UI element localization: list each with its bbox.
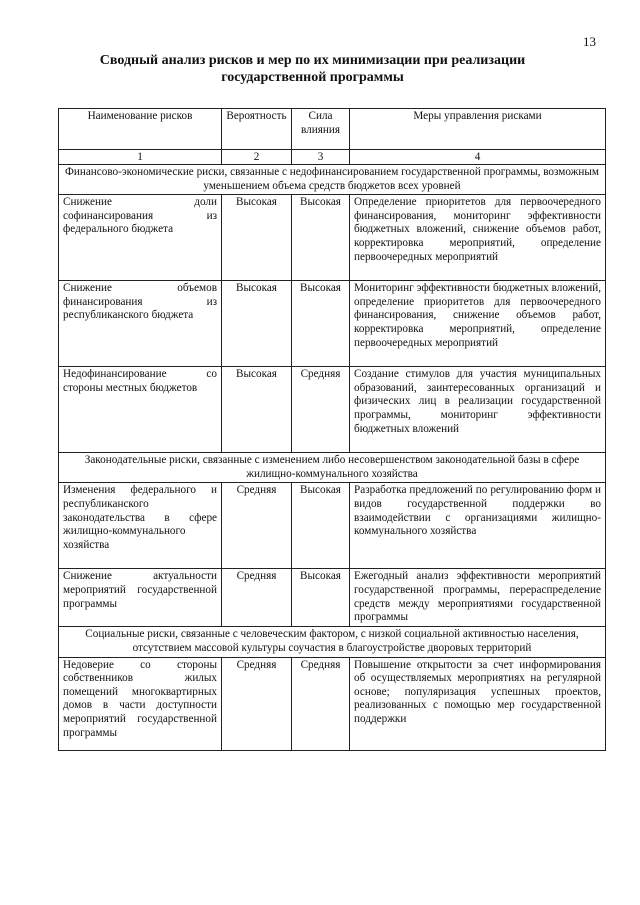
risk-measures: Мониторинг эффективности бюджетных вложений, определение приоритетов для первоочередного финансирования, снижение объемов работ, корректировка мероприятий, определение первоочередных мероприятий	[350, 281, 606, 367]
risk-measures: Определение приоритетов для первоочередного финансирования, мониторинг эффективности бюджетных вложений, снижение объемов работ, корректировка мероприятий, определение первоочередных мероприятий	[350, 195, 606, 281]
risk-table	[58, 108, 606, 751]
column-number: 1	[59, 150, 222, 165]
risk-probability: Средняя	[222, 569, 292, 627]
risk-measures: Ежегодный анализ эффективности мероприятий государственной программы, перераспределение средств между мероприятиями государственной программы	[350, 569, 606, 627]
risk-probability: Высокая	[222, 281, 292, 367]
risk-impact: Средняя	[292, 367, 350, 453]
table-row	[59, 281, 606, 367]
risk-impact: Высокая	[292, 569, 350, 627]
risk-measures: Создание стимулов для участия муниципальных образований, заинтересованных организаций и физических лиц в реализации государственной программы, мониторинг эффективности бюджетных вложений	[350, 367, 606, 453]
document-title: Сводный анализ рисков и мер по их минимизации при реализации государственной программы	[99, 53, 526, 85]
table-row	[59, 195, 606, 281]
risk-name: Недоверие со стороны собственников жилых помещений многоквартирных домов в части доступности мероприятий государственной программы	[59, 657, 222, 750]
header-impact: Сила влияния	[292, 109, 350, 150]
section-heading-row	[59, 627, 606, 657]
risk-probability: Высокая	[222, 195, 292, 281]
section-heading-row	[59, 453, 606, 483]
column-number-row	[59, 150, 606, 165]
risk-name: Изменения федерального и республиканского законодательства в сфере жилищно-коммунального хозяйства	[59, 483, 222, 569]
risk-measures: Повышение открытости за счет информирования об осуществляемых мероприятиях на регулярной основе; популяризация успешных проектов, реализованных с помощью мер государственной поддержки	[350, 657, 606, 750]
page-number: 13	[583, 34, 596, 49]
section-heading-social: Социальные риски, связанные с человеческим фактором, с низкой социальной активностью населения, отсутствием массовой культуры соучастия в благоустройстве дворовых территорий	[59, 627, 606, 657]
risk-measures: Разработка предложений по регулированию форм и видов государственной поддержки во взаимодействии с организациями жилищно-коммунального хозяйства	[350, 483, 606, 569]
risk-name: Снижение актуальности мероприятий государственной программы	[59, 569, 222, 627]
risk-probability: Средняя	[222, 483, 292, 569]
table-row	[59, 569, 606, 627]
header-probability: Вероятность	[222, 109, 292, 150]
risk-impact: Высокая	[292, 195, 350, 281]
section-heading-legislative: Законодательные риски, связанные с изменением либо несовершенством законодательной базы в сфере жилищно-коммунального хозяйства	[59, 453, 606, 483]
header-risk-name: Наименование рисков	[59, 109, 222, 150]
risk-name: Недофинансирование со стороны местных бюджетов	[59, 367, 222, 453]
header-row	[59, 109, 606, 150]
table-row	[59, 483, 606, 569]
risk-impact: Высокая	[292, 281, 350, 367]
header-measures: Меры управления рисками	[350, 109, 606, 150]
table-row	[59, 657, 606, 750]
table-row	[59, 367, 606, 453]
risk-impact: Высокая	[292, 483, 350, 569]
column-number: 3	[292, 150, 350, 165]
section-heading-financial: Финансово-экономические риски, связанные с недофинансированием государственной программы, возможным уменьшением объема средств бюджетов всех уровней	[59, 165, 606, 195]
column-number: 2	[222, 150, 292, 165]
section-heading-row	[59, 165, 606, 195]
risk-name: Снижение объемов финансирования из республиканского бюджета	[59, 281, 222, 367]
risk-impact: Средняя	[292, 657, 350, 750]
risk-probability: Средняя	[222, 657, 292, 750]
risk-probability: Высокая	[222, 367, 292, 453]
risk-name: Снижение доли софинансирования из федерального бюджета	[59, 195, 222, 281]
column-number: 4	[350, 150, 606, 165]
